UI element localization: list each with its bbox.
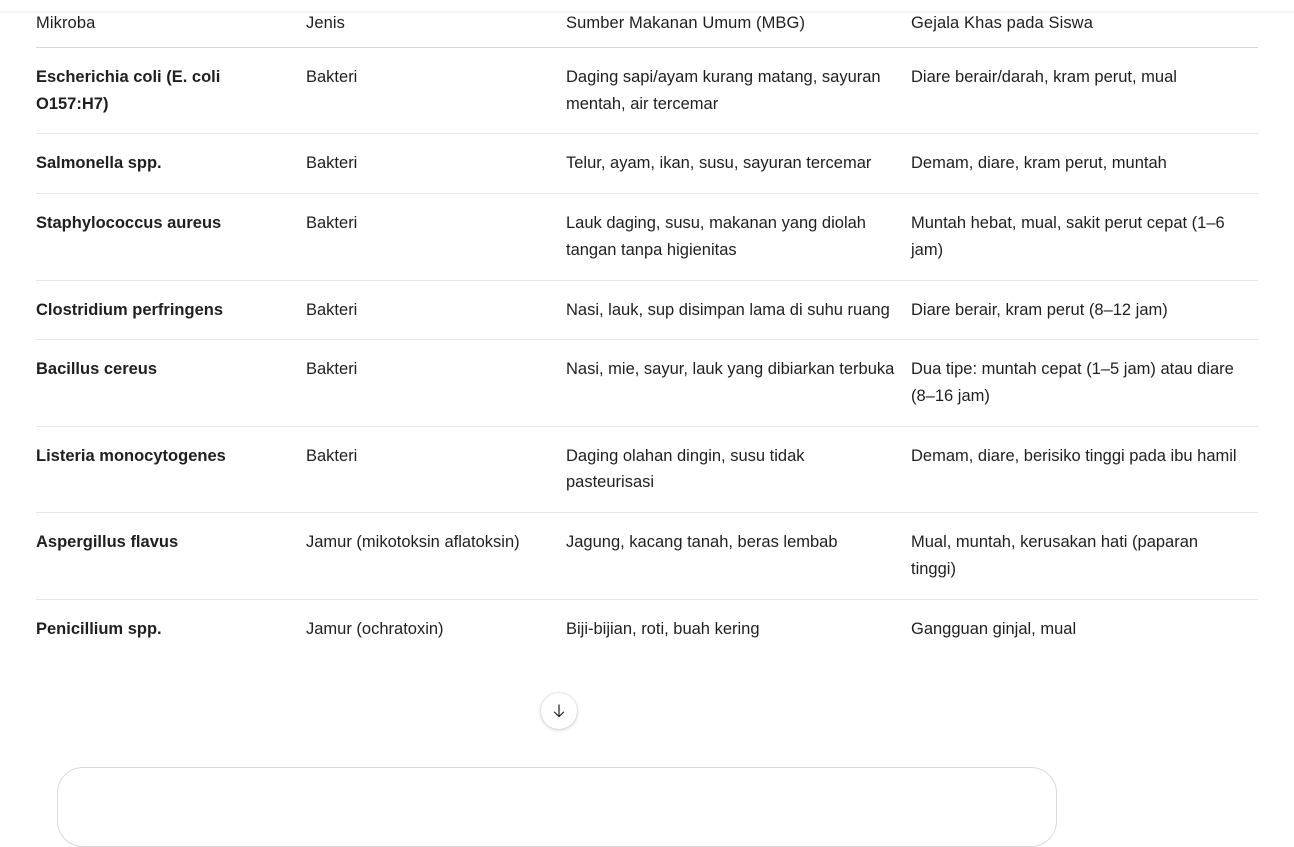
table-row: [36, 134, 1258, 194]
cell-sumber: Daging olahan dingin, susu tidak pasteurisasi: [566, 426, 911, 512]
table-row: [36, 280, 1258, 340]
cell-gejala: Mual, muntah, kerusakan hati (paparan tinggi): [911, 513, 1258, 599]
page-top-edge: [0, 10, 1294, 14]
cell-sumber: Nasi, lauk, sup disimpan lama di suhu ruang: [566, 280, 911, 340]
cell-jenis: Jamur (mikotoksin aflatoksin): [306, 513, 566, 599]
cell-jenis: Bakteri: [306, 426, 566, 512]
cell-gejala: Diare berair/darah, kram perut, mual: [911, 48, 1258, 134]
table-row: [36, 513, 1258, 599]
cell-mikroba: Staphylococcus aureus: [36, 194, 306, 280]
cell-gejala: Gangguan ginjal, mual: [911, 619, 1077, 638]
cell-mikroba: Penicillium spp.: [36, 619, 162, 638]
table-row: [36, 194, 1258, 280]
cell-gejala: Demam, diare, berisiko tinggi pada ibu hamil: [911, 426, 1258, 512]
cell-jenis: Bakteri: [306, 194, 566, 280]
table-row: [36, 426, 1258, 512]
cell-mikroba: Bacillus cereus: [36, 340, 306, 426]
cell-sumber: Jagung, kacang tanah, beras lembab: [566, 513, 911, 599]
cell-mikroba: Salmonella spp.: [36, 134, 306, 194]
cell-jenis: Jamur (ochratoxin): [306, 619, 444, 638]
cell-gejala: Diare berair, kram perut (8–12 jam): [911, 280, 1258, 340]
cell-gejala: Dua tipe: muntah cepat (1–5 jam) atau diare (8–16 jam): [911, 340, 1258, 426]
cell-gejala: Demam, diare, kram perut, muntah: [911, 134, 1258, 194]
table-body: [36, 48, 1258, 659]
cell-mikroba: Listeria monocytogenes: [36, 426, 306, 512]
cell-mikroba: Escherichia coli (E. coli O157:H7): [36, 48, 306, 134]
cell-mikroba: Aspergillus flavus: [36, 513, 306, 599]
cell-gejala: Muntah hebat, mual, sakit perut cepat (1–6 jam): [911, 194, 1258, 280]
table-row: [36, 48, 1258, 134]
cell-sumber: Nasi, mie, sayur, lauk yang dibiarkan terbuka: [566, 340, 911, 426]
table-header: [36, 10, 1258, 48]
column-header-gejala: Gejala Khas pada Siswa: [911, 10, 1258, 48]
table-header-row: [36, 10, 1258, 48]
cell-mikroba: Clostridium perfringens: [36, 280, 306, 340]
column-header-jenis: Jenis: [306, 10, 566, 48]
scroll-to-bottom-button[interactable]: [541, 693, 577, 729]
cell-jenis: Bakteri: [306, 280, 566, 340]
message-composer[interactable]: [57, 767, 1057, 847]
cell-sumber: Daging sapi/ayam kurang matang, sayuran mentah, air tercemar: [566, 48, 911, 134]
column-header-sumber: Sumber Makanan Umum (MBG): [566, 10, 911, 48]
cell-sumber: Lauk daging, susu, makanan yang diolah tangan tanpa higienitas: [566, 194, 911, 280]
table-row: [36, 599, 1258, 658]
cell-jenis: Bakteri: [306, 48, 566, 134]
cell-jenis: Bakteri: [306, 134, 566, 194]
document-page: [0, 10, 1294, 785]
cell-sumber: Telur, ayam, ikan, susu, sayuran tercemar: [566, 134, 911, 194]
cell-jenis: Bakteri: [306, 340, 566, 426]
column-header-mikroba: Mikroba: [36, 10, 306, 48]
table-row: [36, 340, 1258, 426]
cell-sumber: Biji-bijian, roti, buah kering: [566, 619, 760, 638]
arrow-down-icon: [550, 702, 568, 720]
microbe-table: [36, 10, 1258, 658]
